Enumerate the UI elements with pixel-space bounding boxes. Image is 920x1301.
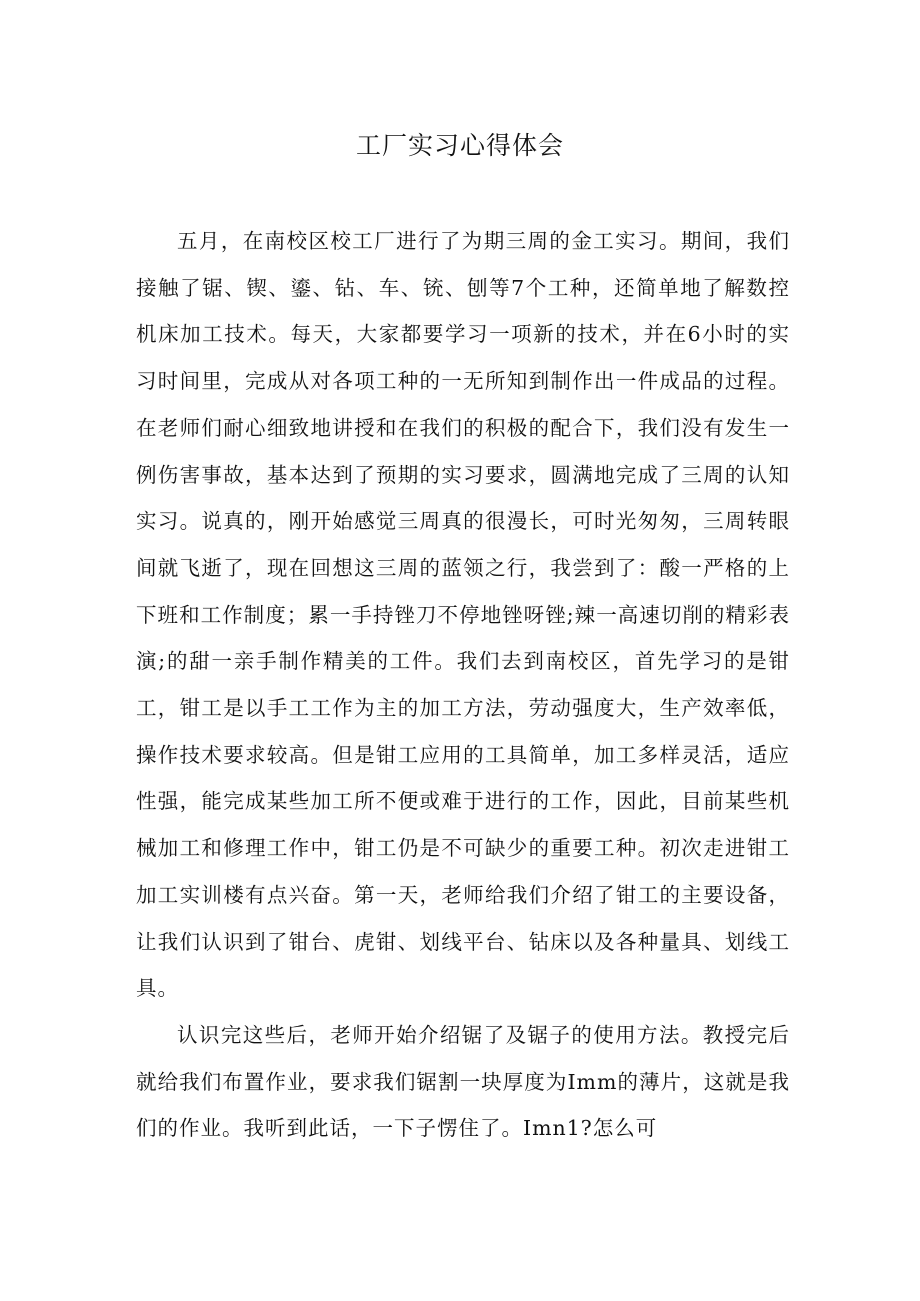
paragraph-2: 认识完这些后，老师开始介绍锯了及锯子的使用方法。教授完后就给我们布置作业，要求我们锯割一块厚度为Imm的薄片，这就是我们的作业。我听到此话，一下子愣住了。Imn1?怎么可	[136, 1022, 790, 1141]
paragraph-1: 五月，在南校区校工厂进行了为期三周的金工实习。期间，我们接触了锯、锲、鎏、钻、车、铳、刨等7个工种，还简单地了解数控机床加工技术。每天，大家都要学习一项新的技术，并在6小时的实习时间里，完成从对各项工种的一无所知到制作出一件成品的过程。在老师们耐心细致地讲授和在我们的积极的配合下，我们没有发生一例伤害事故，基本达到了预期的实习要求，圆满地完成了三周的认知实习。说真的，刚开始感觉三周真的很漫长，可时光匆匆，三周转眼间就飞逝了，现在回想这三周的蓝领之行，我尝到了：酸一严格的上下班和工作制度；累一手持锉刀不停地锉呀锉;辣一高速切削的精彩表演;的甜一亲手制作精美的工件。我们去到南校区，首先学习的是钳工，钳工是以手工工作为主的加工方法，劳动强度大，生产效率低，操作技术要求较高。但是钳工应用的工具简单，加工多样灵活，适应性强，能完成某些加工所不便或难于进行的工作，因此，目前某些机械加工和修理工作中，钳工仍是不可缺少的重要工种。初次走进钳工加工实训楼有点兴奋。第一天，老师给我们介绍了钳工的主要设备，让我们认识到了钳台、虎钳、划线平台、钻床以及各种量具、划线工具。	[136, 229, 790, 1001]
document-title: 工厂实习心得体会	[355, 131, 564, 160]
document-body	[136, 218, 790, 1152]
